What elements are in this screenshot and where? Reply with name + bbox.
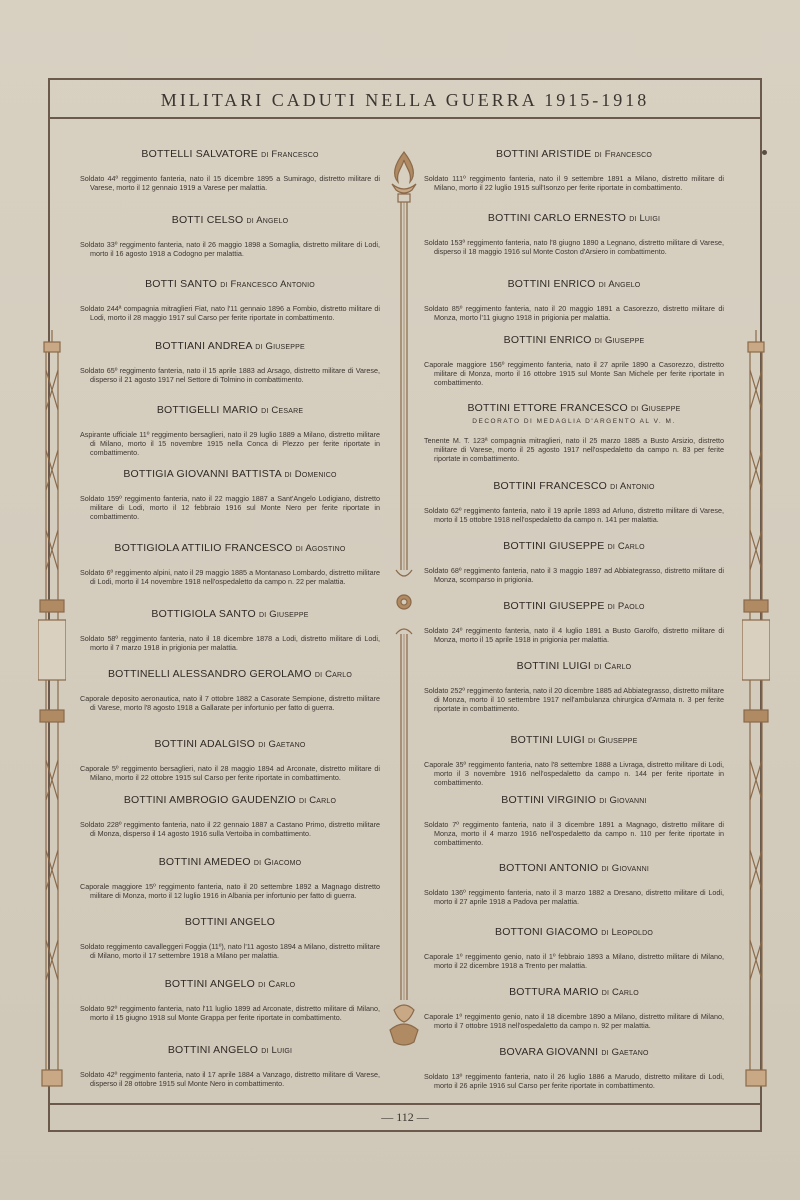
right-pole-ornament-icon — [742, 330, 770, 1090]
record-entry — [80, 794, 380, 838]
service-record-text: Soldato 13º reggimento fanteria, nato il 26 luglio 1886 a Marudo, distretto militare di Lodi, morto il 26 aprile 1916 sul Carso per ferite riportate in combattimento. — [424, 1072, 724, 1090]
surname-given-name: BOTTONI GIACOMO — [494, 926, 599, 938]
surname-given-name: BOTTINI ARISTIDE — [495, 148, 592, 160]
soldier-name — [80, 794, 380, 806]
patronymic: di Francesco Antonio — [220, 279, 315, 290]
surname-given-name: BOTTIGIA GIOVANNI BATTISTA — [123, 468, 282, 480]
service-record-text: Soldato reggimento cavalleggeri Foggia (11º), nato l'11 agosto 1894 a Milano, distretto militare di Milano, morto il 17 settembre 1918 a Milano per malattia. — [80, 942, 380, 960]
surname-given-name: BOTTINI ANGELO — [164, 978, 256, 990]
soldier-name — [424, 212, 724, 224]
service-record-text: Soldato 159º reggimento fanteria, nato il 22 maggio 1887 a Sant'Angelo Lodigiano, distretto militare di Lodi, morto il 12 febbraio 1916 sul Monte Nero per ferite riportate in combattimento. — [80, 494, 380, 521]
soldier-name — [80, 278, 380, 290]
surname-given-name: BOTTINI ENRICO — [503, 334, 592, 346]
soldier-name — [424, 480, 724, 492]
surname-given-name: BOTTI CELSO — [171, 214, 244, 226]
surname-given-name: BOTTINI ANGELO — [167, 1044, 259, 1056]
record-entry — [424, 926, 724, 970]
record-entry — [80, 608, 380, 652]
surname-given-name: BOTTIGIOLA SANTO — [151, 608, 256, 620]
patronymic: di Giovanni — [599, 795, 647, 806]
record-entry — [424, 402, 724, 463]
patronymic: di Gaetano — [601, 1047, 649, 1058]
service-record-text: Soldato 24º reggimento fanteria, nato il 4 luglio 1891 a Busto Garolfo, distretto militare di Monza, morto il 15 aprile 1918 in prigionia per malattia. — [424, 626, 724, 644]
service-record-text: Soldato 68º reggimento fanteria, nato il 3 maggio 1897 ad Abbiategrasso, distretto militare di Monza, scomparso in prigionia. — [424, 566, 724, 584]
surname-given-name: BOTTONI ANTONIO — [498, 862, 599, 874]
ink-spot — [762, 150, 767, 155]
record-entry — [424, 794, 724, 847]
left-pole-ornament-icon — [38, 330, 66, 1090]
soldier-name — [80, 214, 380, 226]
record-entry — [80, 468, 380, 521]
service-record-text: Tenente M. T. 123ª compagnia mitraglieri, nato il 25 marzo 1885 a Busto Arsizio, distretto militare di Varese, morto il 25 agosto 1917 nell'ospedaletto da campo n. 83 per ferite riportate in combattimento. — [424, 436, 724, 463]
soldier-name — [80, 856, 380, 868]
header-rule — [48, 117, 762, 119]
soldier-name — [424, 600, 724, 612]
soldier-name — [80, 608, 380, 620]
soldier-name — [80, 468, 380, 480]
patronymic: di Giuseppe — [587, 735, 638, 746]
patronymic: di Cesare — [261, 405, 304, 416]
service-record-text: Caporale 1º reggimento genio, nato il 18 dicembre 1890 a Milano, distretto militare di Milano, morto il 7 ottobre 1918 nell'ospedaletto da campo n. 92 per malattia. — [424, 1012, 724, 1030]
service-record-text: Soldato 58º reggimento fanteria, nato il 18 dicembre 1878 a Lodi, distretto militare di Lodi, morto il 7 marzo 1918 in prigionia per malattia. — [80, 634, 380, 652]
soldier-name — [80, 978, 380, 990]
record-entry — [80, 542, 380, 586]
service-record-text: Soldato 136º reggimento fanteria, nato il 3 marzo 1882 a Dresano, distretto militare di Lodi, morto il 27 aprile 1918 a Padova per malattia. — [424, 888, 724, 906]
record-entry — [424, 1046, 724, 1090]
surname-given-name: BOTTINI CARLO ERNESTO — [487, 212, 627, 224]
record-entry — [424, 334, 724, 387]
service-record-text: Soldato 153º reggimento fanteria, nato l'8 giugno 1890 a Legnano, distretto militare di Varese, disperso il 18 maggio 1916 sul Monte Coston d'Arsiero in combattimento. — [424, 238, 724, 256]
record-entry — [424, 540, 724, 584]
record-entry — [80, 1044, 380, 1088]
record-entry — [424, 986, 724, 1030]
soldier-name — [80, 542, 380, 554]
patronymic: di Antonio — [610, 481, 655, 492]
soldier-name — [424, 794, 724, 806]
surname-given-name: BOTTIGELLI MARIO — [156, 404, 259, 416]
soldier-name — [424, 660, 724, 672]
patronymic: di Giovanni — [601, 863, 650, 874]
service-record-text: Soldato 65º reggimento fanteria, nato il 15 aprile 1883 ad Arsago, distretto militare di Varese, disperso il 21 agosto 1917 nel Settore di Tolmino in combattimento. — [80, 366, 380, 384]
record-entry — [80, 340, 380, 384]
patronymic: di Giuseppe — [594, 335, 645, 346]
patronymic: di Domenico — [284, 469, 337, 480]
patronymic: di Carlo — [601, 987, 639, 998]
surname-given-name: BOTTINI FRANCESCO — [493, 480, 607, 492]
soldier-name — [424, 402, 724, 414]
soldier-name — [80, 916, 380, 928]
patronymic: di Francesco — [261, 149, 319, 160]
surname-given-name: BOTTINI GIUSEPPE — [503, 600, 605, 612]
soldier-name — [424, 278, 724, 290]
patronymic: di Leopoldo — [601, 927, 654, 938]
footer-rule — [48, 1103, 762, 1105]
soldier-name — [424, 734, 724, 746]
page-number: — 112 — — [381, 1110, 429, 1124]
surname-given-name: BOTTINI LUIGI — [516, 660, 592, 672]
service-record-text: Soldato 7º reggimento fanteria, nato il 3 dicembre 1891 a Magnago, distretto militare di Monza, morto il 4 marzo 1916 nell'ospedaletto da campo n. 110 per ferite riportate in combattimento. — [424, 820, 724, 847]
surname-given-name: BOTTIGIOLA ATTILIO FRANCESCO — [114, 542, 293, 554]
record-entry — [80, 278, 380, 322]
service-record-text: Soldato 42º reggimento fanteria, nato il 17 aprile 1884 a Vanzago, distretto militare di Varese, disperso il 28 ottobre 1915 sul Monte Nero in combattimento. — [80, 1070, 380, 1088]
surname-given-name: BOVARA GIOVANNI — [499, 1046, 599, 1058]
service-record-text: Caporale 1º reggimento genio, nato il 1º febbraio 1893 a Milano, distretto militare di Milano, morto il 22 dicembre 1918 a Trento per malattia. — [424, 952, 724, 970]
patronymic: di Gaetano — [258, 739, 306, 750]
record-entry — [424, 480, 724, 524]
service-record-text: Soldato 252º reggimento fanteria, nato il 20 dicembre 1885 ad Abbiategrasso, distretto militare di Monza, morto il 10 settembre 1917 nell'ambulanza chirurgica d'Armata n. 3 per ferite riportate in combattimento. — [424, 686, 724, 713]
service-record-text: Soldato 62º reggimento fanteria, nato il 19 aprile 1893 ad Arluno, distretto militare di Varese, morto il 15 ottobre 1918 nell'ospedaletto da campo n. 141 per malattia. — [424, 506, 724, 524]
record-entry — [424, 600, 724, 644]
record-entry — [80, 856, 380, 900]
surname-given-name: BOTTINI ADALGISO — [154, 738, 256, 750]
patronymic: di Giuseppe — [259, 609, 309, 620]
record-entry — [80, 668, 380, 712]
soldier-name — [80, 148, 380, 160]
service-record-text: Caporale maggiore 156º reggimento fanteria, nato il 27 aprile 1890 a Casorezzo, distretto militare di Monza, morto il 16 ottobre 1915 sul Monte San Michele per ferite riportate in combattimento. — [424, 360, 724, 387]
surname-given-name: BOTTINI ANGELO — [184, 916, 276, 928]
service-record-text: Soldato 92º reggimento fanteria, nato l'11 luglio 1899 ad Arconate, distretto militare di Milano, morto il 15 giugno 1918 sul Monte Grappa per ferite riportate in combattimento. — [80, 1004, 380, 1022]
patronymic: di Francesco — [594, 149, 653, 160]
service-record-text: Soldato 85º reggimento fanteria, nato il 20 maggio 1891 a Casorezzo, distretto militare di Monza, morto l'11 giugno 1918 in prigionia per malattia. — [424, 304, 724, 322]
soldier-name — [424, 148, 724, 160]
patronymic: di Giuseppe — [630, 403, 681, 414]
soldier-name — [80, 738, 380, 750]
patronymic: di Paolo — [607, 601, 645, 612]
service-record-text: Caporale maggiore 15º reggimento fanteria, nato il 20 settembre 1892 a Magnago distretto militare di Monza, morto il 12 luglio 1916 in Albania per infortunio per fatto di guerra. — [80, 882, 380, 900]
soldier-name — [424, 540, 724, 552]
patronymic: di Giuseppe — [255, 341, 305, 352]
service-record-text: Soldato 44º reggimento fanteria, nato il 15 dicembre 1895 a Sumirago, distretto militare di Varese, morto il 12 gennaio 1919 a Varese per malattia. — [80, 174, 380, 192]
torch-ornament-icon — [384, 150, 424, 1050]
soldier-name — [80, 1044, 380, 1056]
surname-given-name: BOTTINI ETTORE FRANCESCO — [467, 402, 628, 414]
patronymic: di Carlo — [607, 541, 645, 552]
service-record-text: Soldato 111º reggimento fanteria, nato il 9 settembre 1891 a Milano, distretto militare di Milano, morto il 22 luglio 1915 sull'Isonzo per ferite riportate in combattimento. — [424, 174, 724, 192]
patronymic: di Angelo — [246, 215, 289, 226]
surname-given-name: BOTTINI VIRGINIO — [501, 794, 597, 806]
surname-given-name: BOTTINI LUIGI — [510, 734, 585, 746]
surname-given-name: BOTTINELLI ALESSANDRO GEROLAMO — [107, 668, 312, 680]
service-record-text: Caporale 5º reggimento bersaglieri, nato il 28 maggio 1894 ad Arconate, distretto militare di Milano, morto il 22 ottobre 1915 sul Carso per ferite riportate in combattimento. — [80, 764, 380, 782]
record-entry — [80, 978, 380, 1022]
soldier-name — [80, 340, 380, 352]
patronymic: di Angelo — [598, 279, 641, 290]
patronymic: di Carlo — [258, 979, 296, 990]
service-record-text: Soldato 6º reggimento alpini, nato il 29 maggio 1885 a Montanaso Lombardo, distretto militare di Lodi, morto il 14 novembre 1918 nell'ospedaletto da campo n. 22 per malattia. — [80, 568, 380, 586]
patronymic: di Carlo — [314, 669, 353, 680]
soldier-name — [80, 404, 380, 416]
surname-given-name: BOTTIANI ANDREA — [155, 340, 253, 352]
record-entry — [80, 404, 380, 457]
record-entry — [424, 212, 724, 256]
soldier-name — [424, 334, 724, 346]
surname-given-name: BOTTINI ENRICO — [507, 278, 596, 290]
patronymic: di Carlo — [299, 795, 337, 806]
patronymic: di Carlo — [594, 661, 632, 672]
record-entry — [424, 148, 724, 192]
service-record-text: Soldato 33º reggimento fanteria, nato il 26 maggio 1898 a Somaglia, distretto militare di Lodi, morto il 16 agosto 1918 a Codogno per malattia. — [80, 240, 380, 258]
surname-given-name: BOTTI SANTO — [145, 278, 218, 290]
service-record-text: Aspirante ufficiale 11º reggimento bersaglieri, nato il 29 luglio 1889 a Milano, distretto militare di Milano, morto il 15 novembre 1915 nella Conca di Plezzo per ferite riportate in combattimento. — [80, 430, 380, 457]
surname-given-name: BOTTELLI SALVATORE — [141, 148, 258, 160]
service-record-text: Soldato 244ª compagnia mitraglieri Fiat, nato l'11 gennaio 1896 a Fombio, distretto militare di Lodi, morto il 28 maggio 1917 sul Carso per ferite riportate in combattimento. — [80, 304, 380, 322]
surname-given-name: BOTTINI GIUSEPPE — [503, 540, 605, 552]
record-entry — [80, 916, 380, 960]
record-entry — [80, 214, 380, 258]
patronymic: di Luigi — [629, 213, 661, 224]
service-record-text: Soldato 228º reggimento fanteria, nato il 22 gennaio 1887 a Castano Primo, distretto militare di Monza, disperso il 14 agosto 1916 sulla Vertoiba in combattimento. — [80, 820, 380, 838]
soldier-name — [424, 986, 724, 998]
surname-given-name: BOTTINI AMBROGIO GAUDENZIO — [123, 794, 296, 806]
soldier-name — [80, 668, 380, 680]
record-entry — [424, 862, 724, 906]
soldier-name — [424, 1046, 724, 1058]
patronymic: di Giacomo — [253, 857, 302, 868]
service-record-text: Caporale 35º reggimento fanteria, nato l'8 settembre 1888 a Livraga, distretto militare di Lodi, morto il 3 novembre 1916 nell'ospedaletto da campo n. 144 per ferite riportate in combattimento. — [424, 760, 724, 787]
decoration-note: DECORATO DI MEDAGLIA D'ARGENTO AL V. M. — [472, 418, 676, 425]
page-title: MILITARI CADUTI NELLA GUERRA 1915-1918 — [160, 90, 650, 110]
surname-given-name: BOTTINI AMEDEO — [158, 856, 251, 868]
surname-given-name: BOTTURA MARIO — [509, 986, 599, 998]
record-entry — [80, 148, 380, 192]
service-record-text: Caporale deposito aeronautica, nato il 7 ottobre 1882 a Casorate Sempione, distretto militare di Varese, morto l'8 agosto 1918 a Gallarate per infortunio per fatto di guerra. — [80, 694, 380, 712]
soldier-name — [424, 862, 724, 874]
soldier-name — [424, 926, 724, 938]
record-entry — [424, 278, 724, 322]
record-entry — [80, 738, 380, 782]
patronymic: di Luigi — [261, 1045, 293, 1056]
record-entry — [424, 734, 724, 787]
record-entry — [424, 660, 724, 713]
patronymic: di Agostino — [295, 543, 346, 554]
